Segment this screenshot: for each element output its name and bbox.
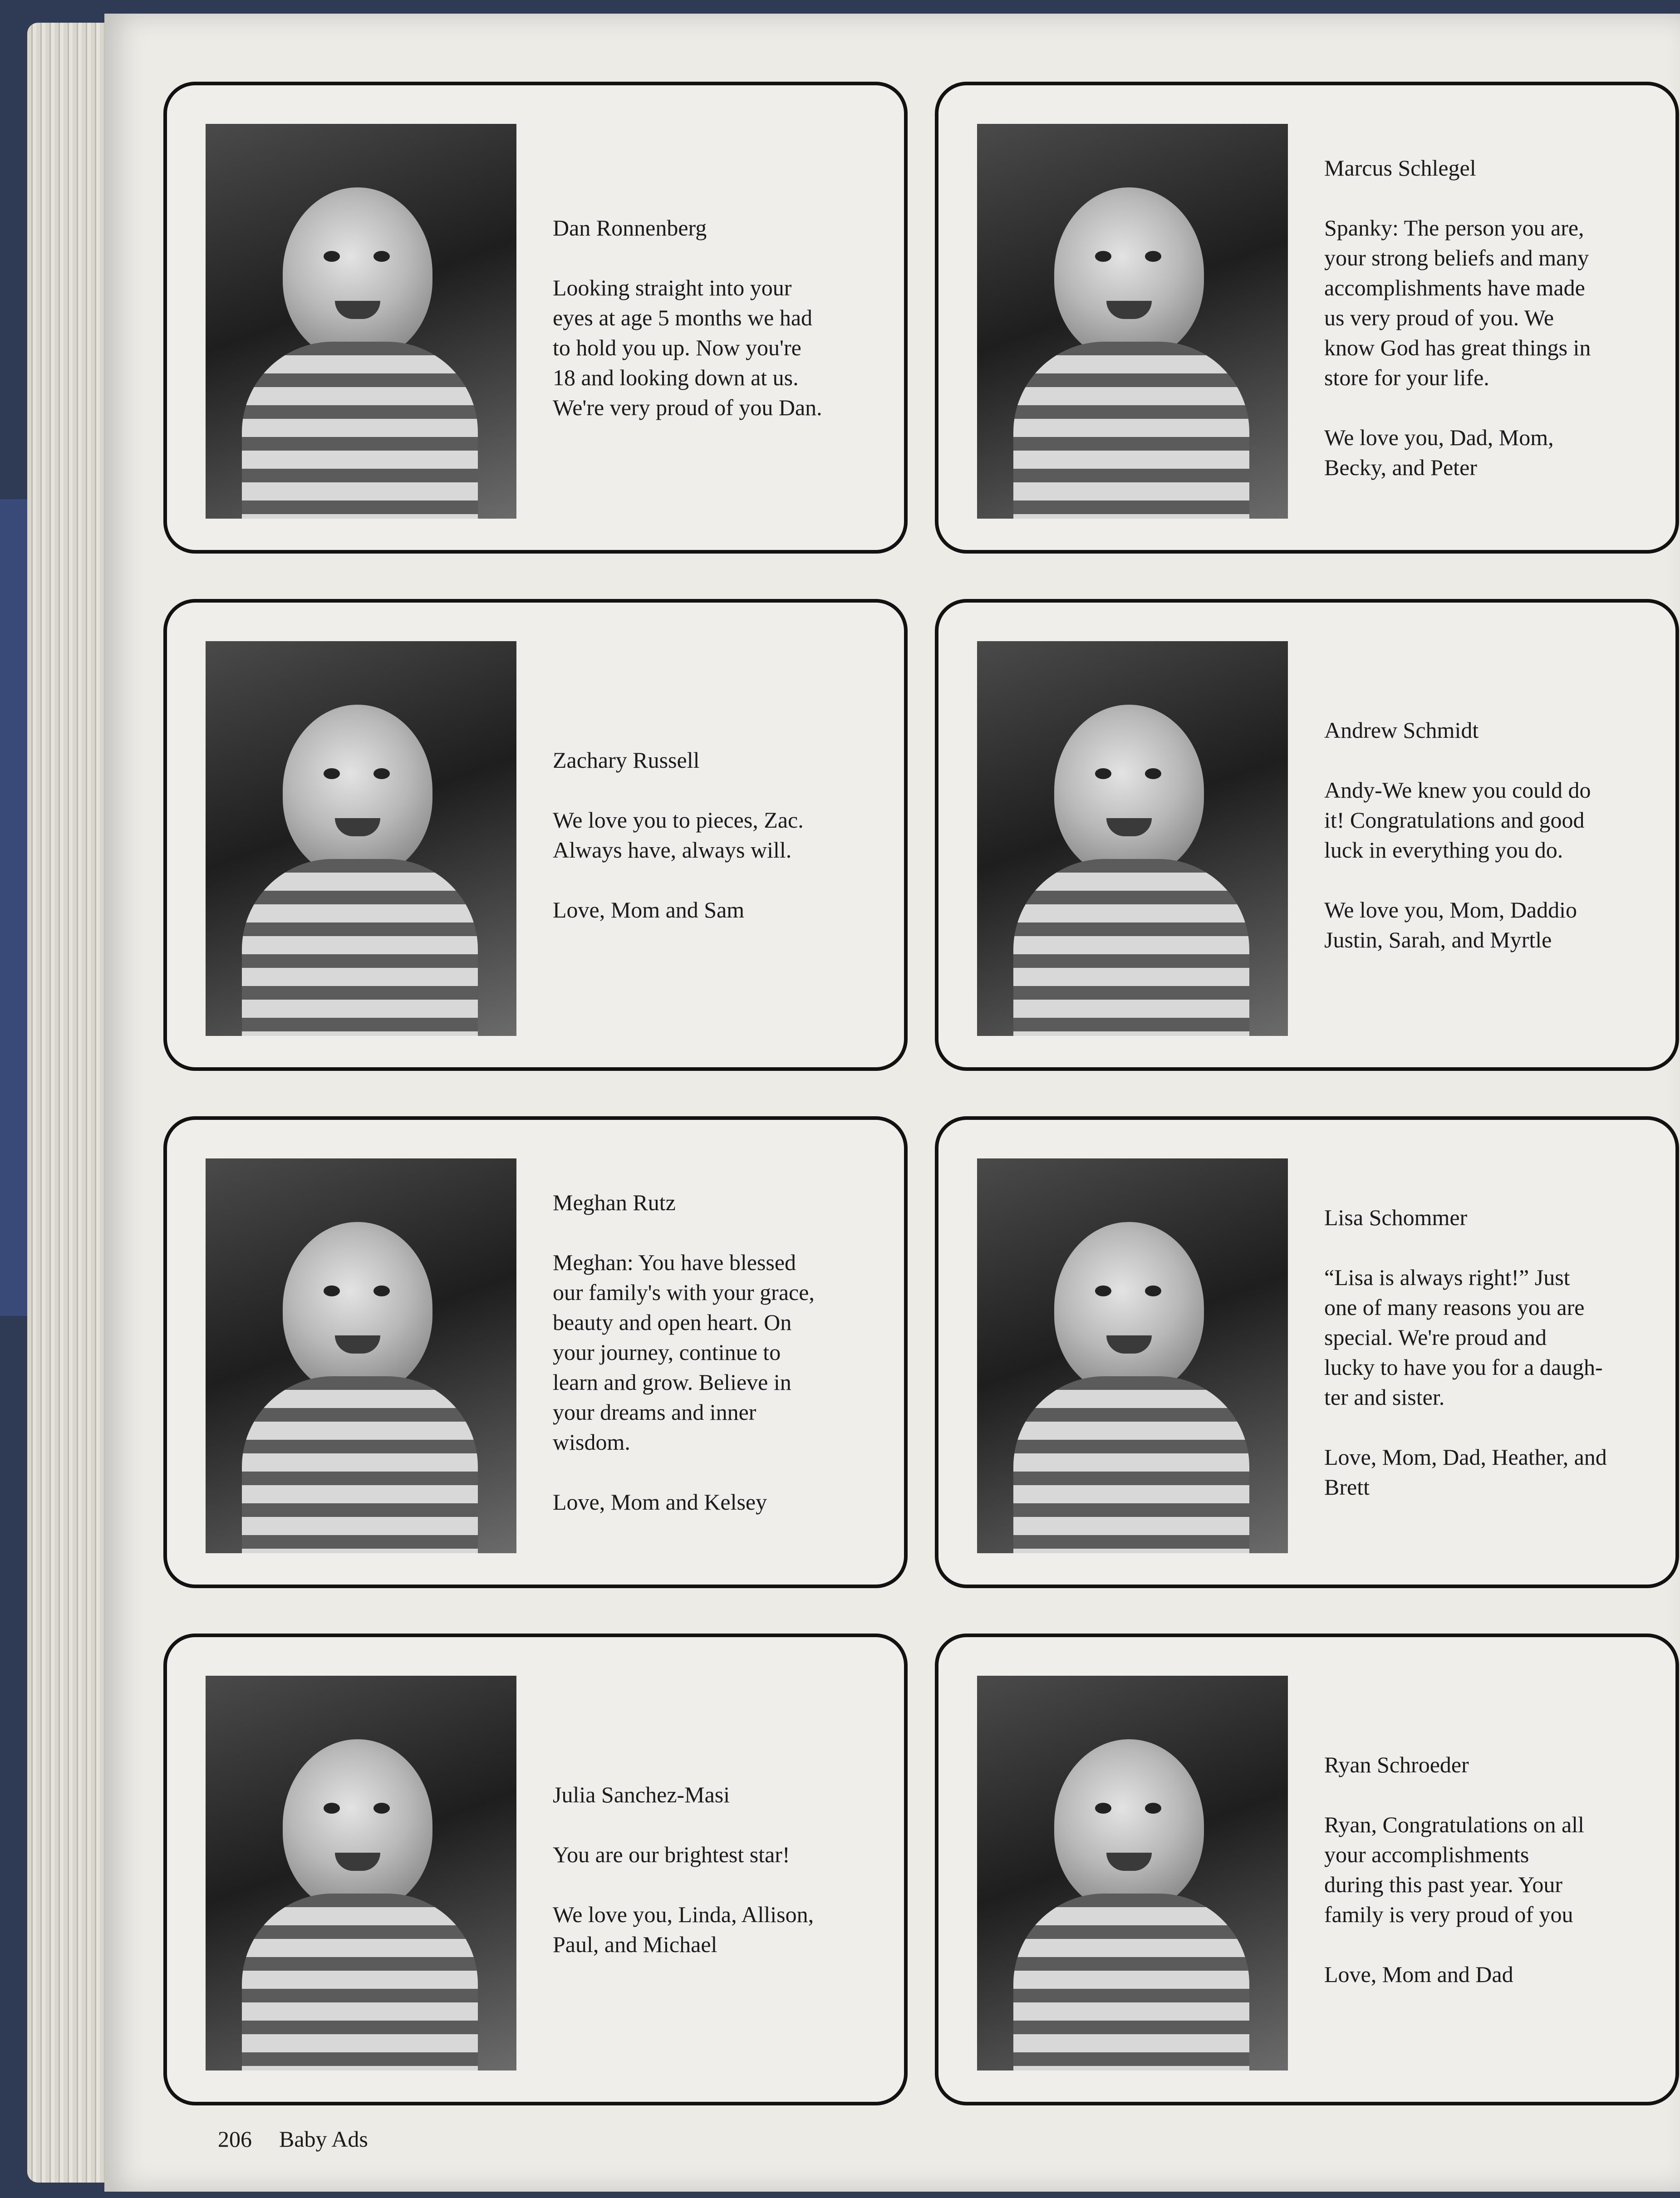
ad-text [553,1637,898,2102]
ad-text [553,603,898,1067]
baby-ad-card [163,1634,908,2105]
ad-signoff: We love you, Mom, Daddio Justin, Sarah, and Myrtle [1324,897,1577,952]
student-name: Julia Sanchez-Masi [553,1782,730,1807]
ad-message: Spanky: The person you are, your strong beliefs and many accomplishments have made us very proud of you. We know God has great things in store for your life. [1324,215,1591,390]
baby-photo [206,124,516,519]
baby-photo [977,1676,1288,2070]
ad-text [1324,603,1669,1067]
ad-message: Meghan: You have blessed our family's with your grace, beauty and open heart. On your journey, continue to learn and grow. Believe in your dreams and inner wisdom. [553,1250,815,1455]
baby-photo [206,641,516,1036]
baby-ad-card [163,1116,908,1588]
baby-photo [977,1158,1288,1553]
ad-text [1324,1120,1669,1585]
page-footer [218,2126,395,2152]
yearbook-page [104,14,1680,2192]
ad-message: “Lisa is always right!” Just one of many reasons you are special. We're proud and lucky to have you for a daugh- ter and sister. [1324,1265,1603,1410]
baby-ads-grid [163,82,1680,2124]
ad-message: You are our brightest star! [553,1842,790,1867]
ad-signoff: We love you, Dad, Mom, Becky, and Peter [1324,425,1554,480]
section-title: Baby Ads [279,2126,368,2152]
baby-ad-card [935,82,1679,554]
student-name: Marcus Schlegel [1324,155,1476,181]
ad-message: We love you to pieces, Zac. Always have, always will. [553,807,804,863]
student-name: Meghan Rutz [553,1190,676,1215]
ad-signoff: Love, Mom and Kelsey [553,1489,767,1515]
student-name: Lisa Schommer [1324,1205,1468,1230]
ad-text [1324,1637,1669,2102]
ad-message: Ryan, Congratulations on all your accomplishments during this past year. Your family is very proud of you [1324,1812,1584,1927]
baby-photo [206,1158,516,1553]
baby-ad-card [935,1634,1679,2105]
ad-message: Looking straight into your eyes at age 5 months we had to hold you up. Now you're 18 and looking down at us. We're very proud of you Dan. [553,275,822,420]
ad-text [553,1120,898,1585]
student-name: Andrew Schmidt [1324,717,1479,743]
ad-signoff: We love you, Linda, Allison, Paul, and Michael [553,1902,814,1957]
page-stack-edge [27,23,113,2183]
student-name: Dan Ronnenberg [553,215,707,240]
ad-signoff: Love, Mom and Sam [553,897,745,922]
page-number: 206 [218,2126,252,2152]
baby-ad-card [163,599,908,1071]
student-name: Ryan Schroeder [1324,1752,1469,1777]
baby-photo [206,1676,516,2070]
baby-ad-card [935,1116,1679,1588]
ad-text [553,85,898,550]
baby-ad-card [935,599,1679,1071]
baby-ad-card [163,82,908,554]
student-name: Zachary Russell [553,747,700,773]
baby-photo [977,124,1288,519]
baby-photo [977,641,1288,1036]
ad-message: Andy-We knew you could do it! Congratulations and good luck in everything you do. [1324,777,1591,863]
ad-signoff: Love, Mom and Dad [1324,1962,1513,1987]
ad-text [1324,85,1669,550]
ad-signoff: Love, Mom, Dad, Heather, and Brett [1324,1444,1607,1500]
